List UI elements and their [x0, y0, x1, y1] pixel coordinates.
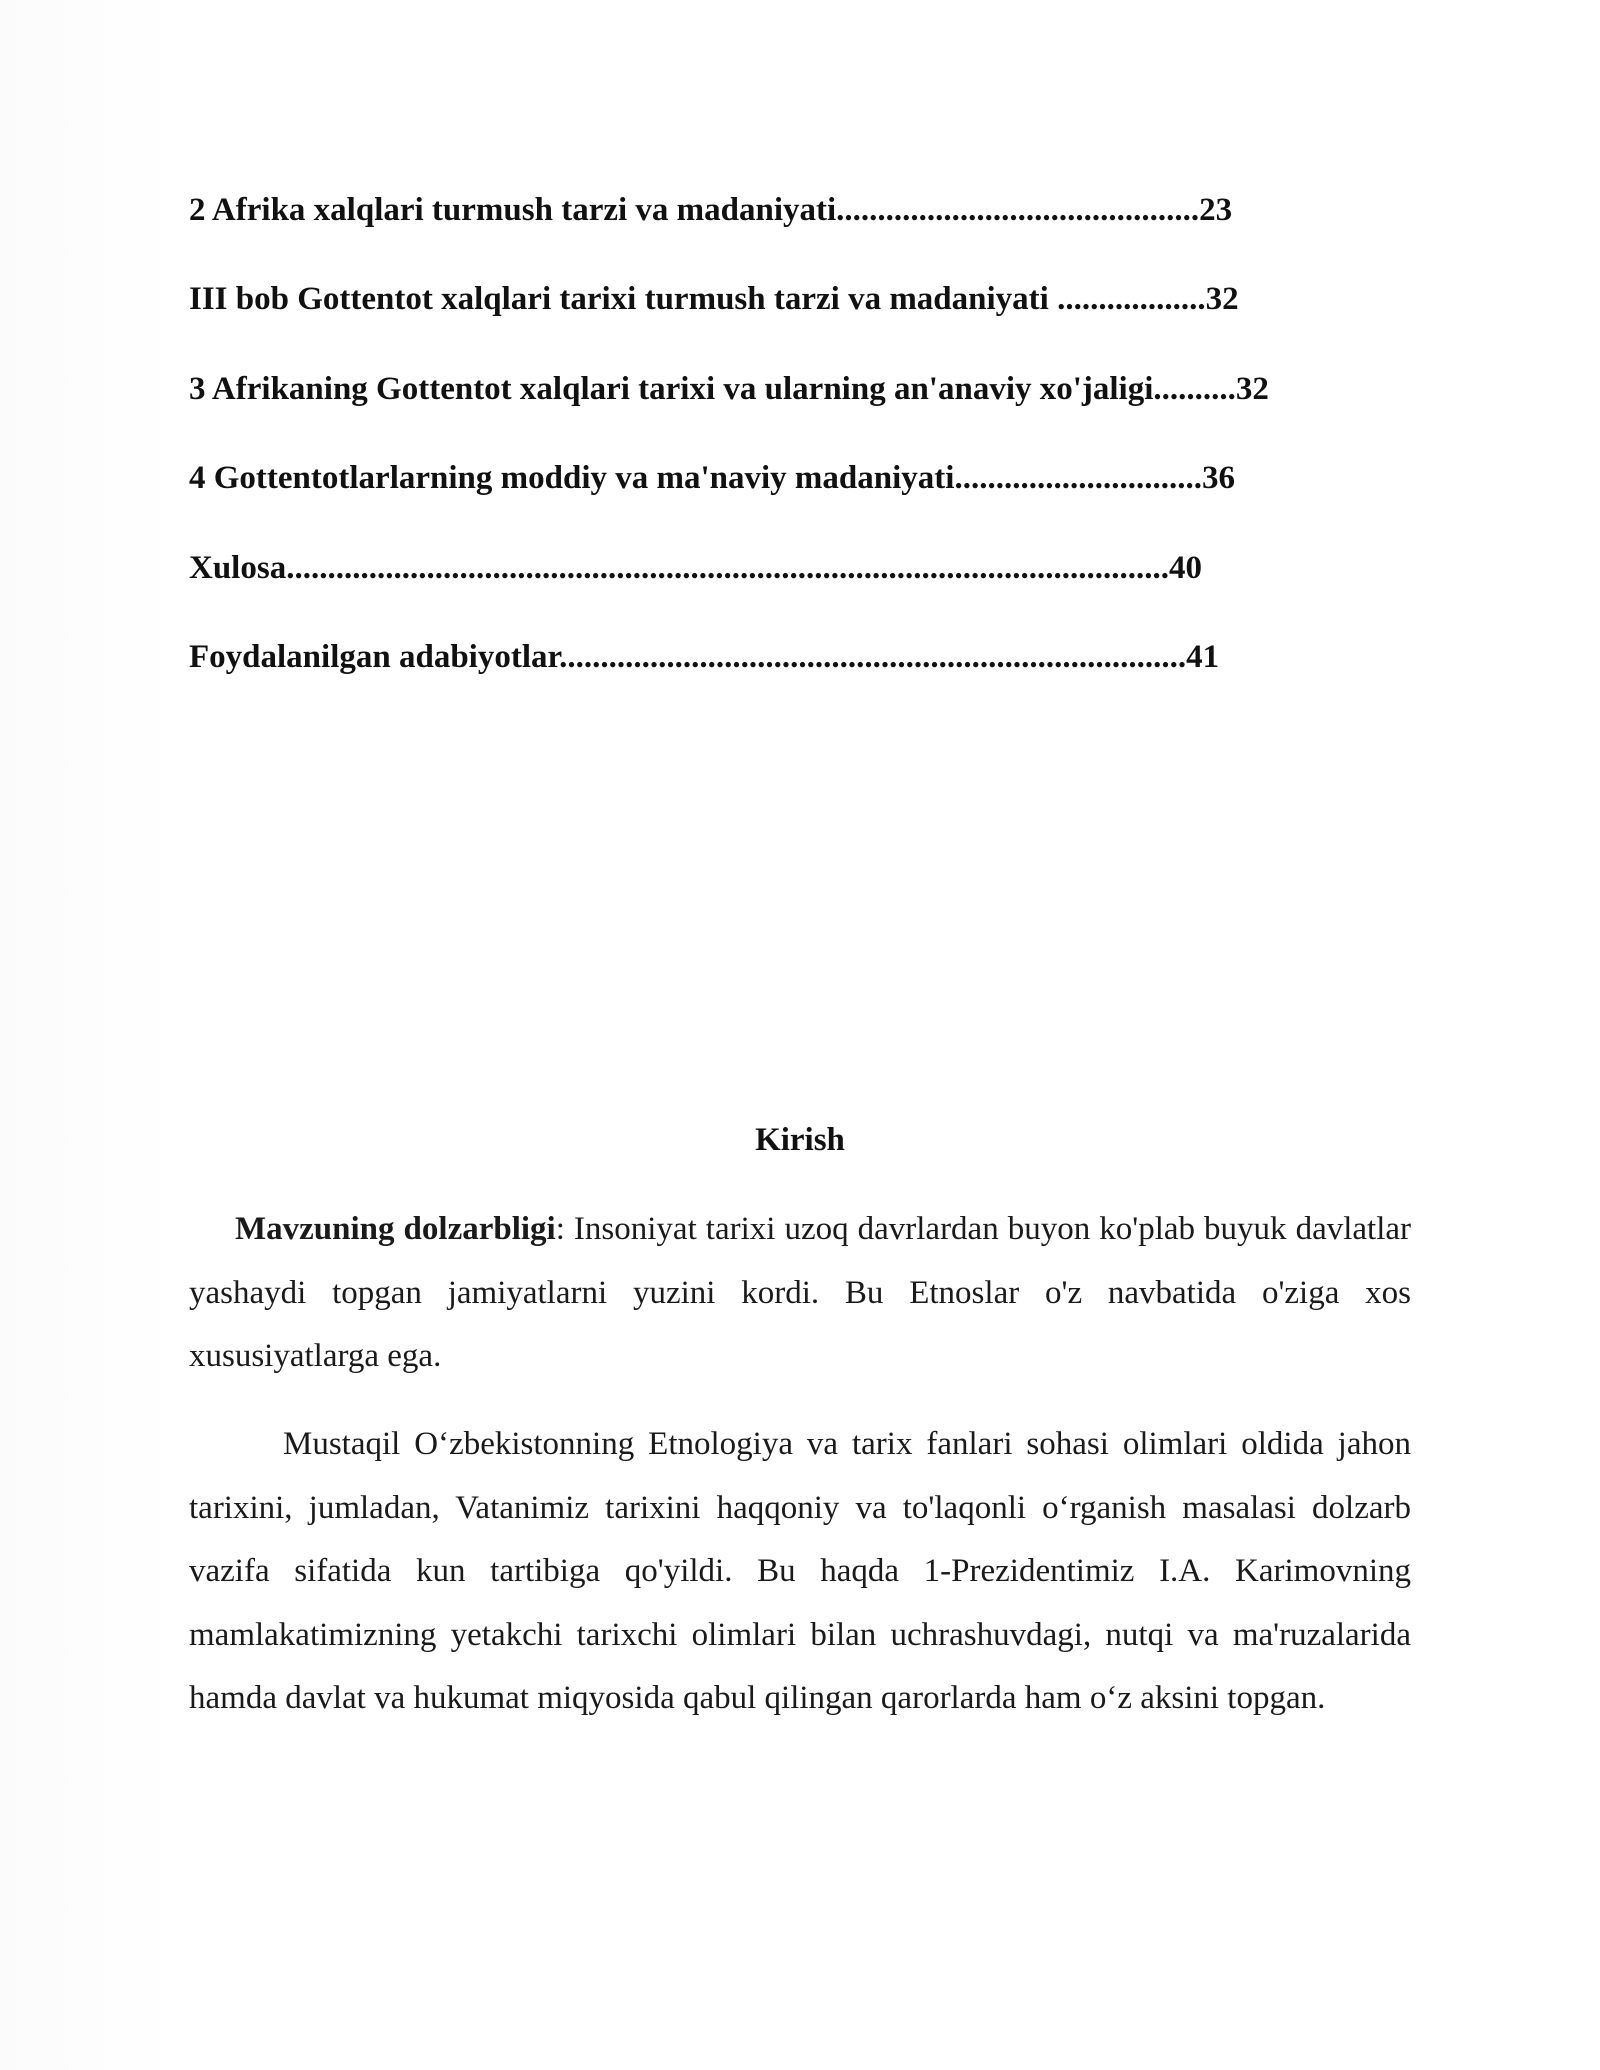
intro-paragraph-2 [189, 1413, 1411, 1731]
toc-entry-afrika-xalqlari: 2 Afrika xalqlari turmush tarzi va madaniyati............................................23 [189, 192, 1233, 228]
paragraph-2-text: Mustaqil O‘zbekistonning Etnologiya va tarix fanlari sohasi olimlari oldida jahon tarixini, jumladan, Vatanimiz tarixini haqqoniy va to'laqonli o‘rganish masalasi dolzarb vazifa sifatida kun tartibiga qo'yildi. Bu haqda 1-Prezidentimiz I.A. Karimovning mamlakatimizning yetakchi tarixchi olimlari bilan uchrashuvdagi, nutqi va ma'ruzalarida hamda davlat va hukumat miqyosida qabul qilingan qarorlarda ham o‘z aksini topgan. [189, 1426, 1411, 1716]
intro-paragraph-1 [189, 1198, 1411, 1389]
paragraph-lead-label: Mavzuning dolzarbligi [235, 1211, 556, 1247]
section-heading-kirish: Kirish [755, 1122, 845, 1158]
page-edge-shade [0, 0, 175, 2070]
toc-entry-gottentotlarlarning: 4 Gottentotlarlarning moddiy va ma'naviy madaniyati..............................36 [189, 460, 1235, 496]
paragraph-1-text: : Insoniyat tarixi uzoq davrlardan buyon ko'plab buyuk davlatlar yashaydi topgan jamiyatlarni yuzini kordi. Bu Etnoslar o'z navbatida o'ziga xos xususiyatlarga ega. [189, 1211, 1411, 1374]
toc-entry-iii-bob: III bob Gottentot xalqlari tarixi turmush tarzi va madaniyati ..................32 [189, 281, 1239, 317]
toc-entry-foydalanilgan-adabiyotlar: Foydalanilgan adabiyotlar............................................................................41 [189, 639, 1220, 675]
toc-entry-xulosa: Xulosa...........................................................................................................40 [189, 550, 1202, 586]
toc-entry-afrikaning-gottentot: 3 Afrikaning Gottentot xalqlari tarixi va ularning an'anaviy xo'jaligi..........32 [189, 371, 1269, 407]
